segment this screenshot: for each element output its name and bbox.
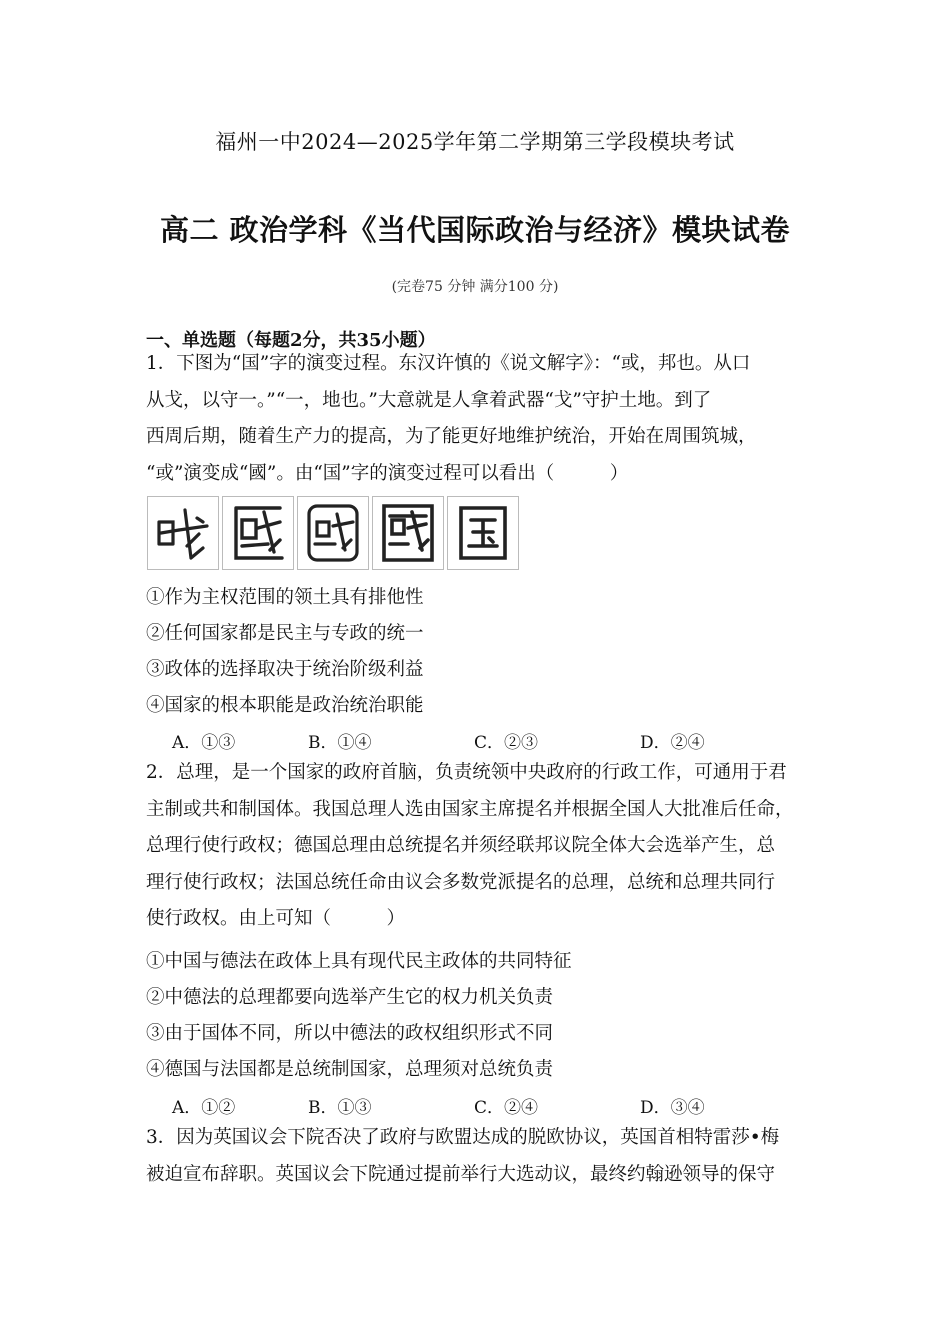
statement-4: ④国家的根本职能是政治统治职能 [146,695,424,716]
exam-duration-note: (完卷75 分钟 满分100 分) [391,279,559,295]
question-2-stem [146,755,811,938]
statement-3: ③由于国体不同，所以中德法的政权组织形式不同 [146,1023,554,1044]
modern-guo-glyph [447,496,519,570]
ancient-or-glyph [147,496,219,570]
traditional-guo-icon [376,500,440,566]
section-heading: 一、单选题（每题2分，共35小题） [146,330,436,351]
stem-line: 总理行使行政权；德国总理由总统提名并须经联邦议院全体大会选举产生，总 [146,835,776,856]
stem-line: 西周后期，随着生产力的提高，为了能更好地维护统治，开始在周围筑城， [146,426,757,447]
modern-guo-icon [451,500,515,566]
choice-a[interactable]: A．①② [172,1098,236,1118]
choice-a[interactable]: A．①③ [172,733,236,753]
seal-guo-icon [301,500,365,566]
choice-d[interactable]: D．③④ [640,1098,705,1118]
seal-guo-glyph [297,496,369,570]
stem-line: “或”演变成“國”。由“国”字的演变过程可以看出（ ） [146,462,629,484]
statement-1: ①作为主权范围的领土具有排他性 [146,587,424,608]
bronze-guo-icon [226,500,290,566]
statement-4: ④德国与法国都是总统制国家，总理须对总统负责 [146,1059,554,1080]
ancient-or-icon [151,500,215,566]
stem-line: 主制或共和制国体。我国总理人选由国家主席提名并根据全国人大批准后任命， [146,798,794,820]
traditional-guo-glyph [372,496,444,570]
stem-line: 从戈，以守一。”“一，地也。”大意就是人拿着武器“戈”守护土地。到了 [146,389,712,411]
choice-b[interactable]: B．①④ [308,733,372,753]
stem-line: 被迫宣布辞职。英国议会下院通过提前举行大选动议，最终约翰逊领导的保守 [146,1163,776,1185]
statement-2: ②中德法的总理都要向选举产生它的权力机关负责 [146,987,554,1008]
question-1-stem [146,346,811,492]
choice-c[interactable]: C．②④ [474,1098,539,1118]
choice-c[interactable]: C．②③ [474,733,539,753]
choice-b[interactable]: B．①③ [308,1098,372,1118]
question-3-stem [146,1120,811,1193]
statement-1: ①中国与德法在政体上具有现代民主政体的共同特征 [146,951,572,972]
paper-title: 高二 政治学科《当代国际政治与经济》模块试卷 [159,213,791,247]
stem-line: 1．下图为“国”字的演变过程。东汉许慎的《说文解字》：“或，邦也。从口 [146,353,751,374]
school-title: 福州一中2024—2025学年第二学期第三学段模块考试 [215,130,735,154]
statement-2: ②任何国家都是民主与专政的统一 [146,623,424,644]
choice-d[interactable]: D．②④ [640,733,705,753]
statement-3: ③政体的选择取决于统治阶级利益 [146,659,424,680]
stem-line: 2．总理，是一个国家的政府首脑，负责统领中央政府的行政工作，可通用于君 [146,762,787,783]
stem-line: 3．因为英国议会下院否决了政府与欧盟达成的脱欧协议，英国首相特雷莎•梅 [146,1127,780,1148]
bronze-guo-glyph [222,496,294,570]
stem-line: 使行政权。由上可知（ ） [146,908,406,929]
stem-line: 理行使行政权；法国总统任命由议会多数党派提名的总理，总统和总理共同行 [146,871,776,893]
